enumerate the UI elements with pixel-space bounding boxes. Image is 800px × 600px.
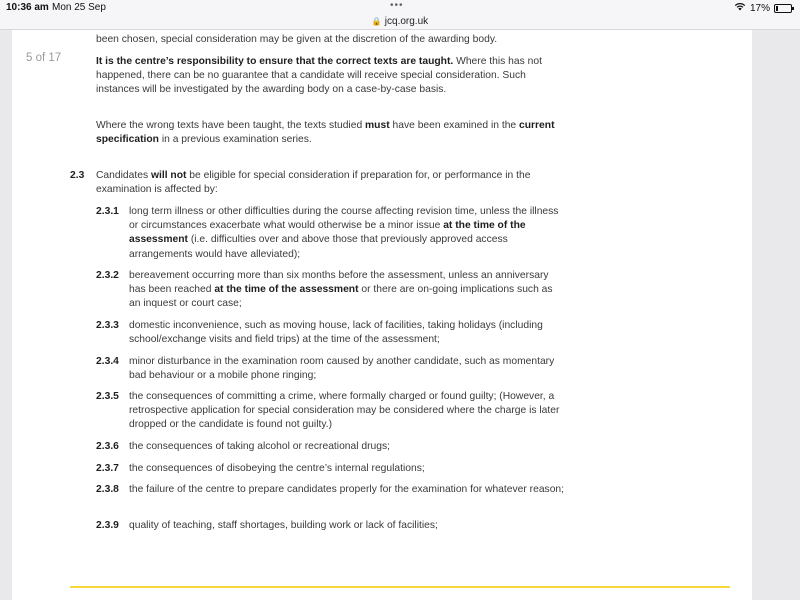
status-date: Mon 25 Sep [52, 2, 106, 13]
clause-number: 2.3.1 [96, 206, 119, 217]
paragraph-cont: been chosen, special consideration may be given at the discretion of the awarding body. [96, 34, 498, 45]
multitask-dots-icon[interactable]: ••• [390, 0, 404, 11]
clause-text: domestic inconvenience, such as moving house, lack of facilities, taking holidays (including school/exchange visits and field trips) at the time of the assessment; [129, 320, 543, 346]
section-number: 2.3 [70, 170, 85, 181]
clause-number: 2.3.8 [96, 484, 119, 495]
document-page [12, 30, 752, 600]
clause-text: long term illness or other difficulties during the course affecting revision time, unless the illness or circumstances exacerbate what would otherwise be a minor issue at the time of the assessment (i.e. difficulties over and above those that previously approved access arrangements would have alleviated); [129, 206, 559, 260]
clause-text: the consequences of taking alcohol or recreational drugs; [129, 441, 391, 452]
clause-number: 2.3.5 [96, 391, 119, 402]
section-2-3-intro: Candidates will not be eligible for special consideration if preparation for, or performance in the examination is affected by: [96, 170, 531, 196]
battery-icon [774, 4, 792, 13]
clause-text: bereavement occurring more than six months before the assessment, unless an anniversary has been reached at the time of the assessment or there are on-going implications such as an inquest or court case; [129, 270, 553, 310]
footer-divider [70, 586, 730, 588]
battery-percent: 17% [749, 2, 770, 14]
paragraph-responsibility: It is the centre’s responsibility to ensure that the correct texts are taught. Where this has not happened, there can be no guarantee that a candidate will receive special consideration. Such instances will be investigated by the awarding body on a case-by-case basis. [96, 56, 542, 96]
clause-number: 2.3.4 [96, 356, 119, 367]
address-bar[interactable] [0, 16, 800, 30]
clause-text: minor disturbance in the examination room caused by another candidate, such as momentary bad behaviour or a mobile phone ringing; [129, 356, 555, 382]
clause-text: the consequences of committing a crime, where formally charged or found guilty; (However, a retrospective application for special consideration may be considered where the charge is later dropped or the candidate is found not guilty.) [129, 391, 560, 431]
clause-text: quality of teaching, staff shortages, building work or lack of facilities; [129, 520, 438, 531]
url-text: jcq.org.uk [384, 16, 429, 27]
clause-number: 2.3.6 [96, 441, 119, 452]
page-indicator: 5 of 17 [26, 52, 62, 64]
clause-number: 2.3.2 [96, 270, 119, 281]
clause-number: 2.3.7 [96, 463, 119, 474]
clause-text: the failure of the centre to prepare candidates properly for the examination for whatever reason; [129, 484, 565, 495]
lock-icon: 🔒 [371, 17, 382, 26]
wifi-icon [734, 2, 746, 14]
paragraph-wrong-texts: Where the wrong texts have been taught, the texts studied must have been examined in the current specification in a previous examination series. [96, 120, 555, 146]
clause-text: the consequences of disobeying the centre’s internal regulations; [129, 463, 425, 474]
clause-number: 2.3.9 [96, 520, 119, 531]
status-time: 10:36 am [6, 2, 49, 13]
clause-number: 2.3.3 [96, 320, 119, 331]
status-bar [0, 0, 800, 16]
status-right [734, 2, 792, 14]
